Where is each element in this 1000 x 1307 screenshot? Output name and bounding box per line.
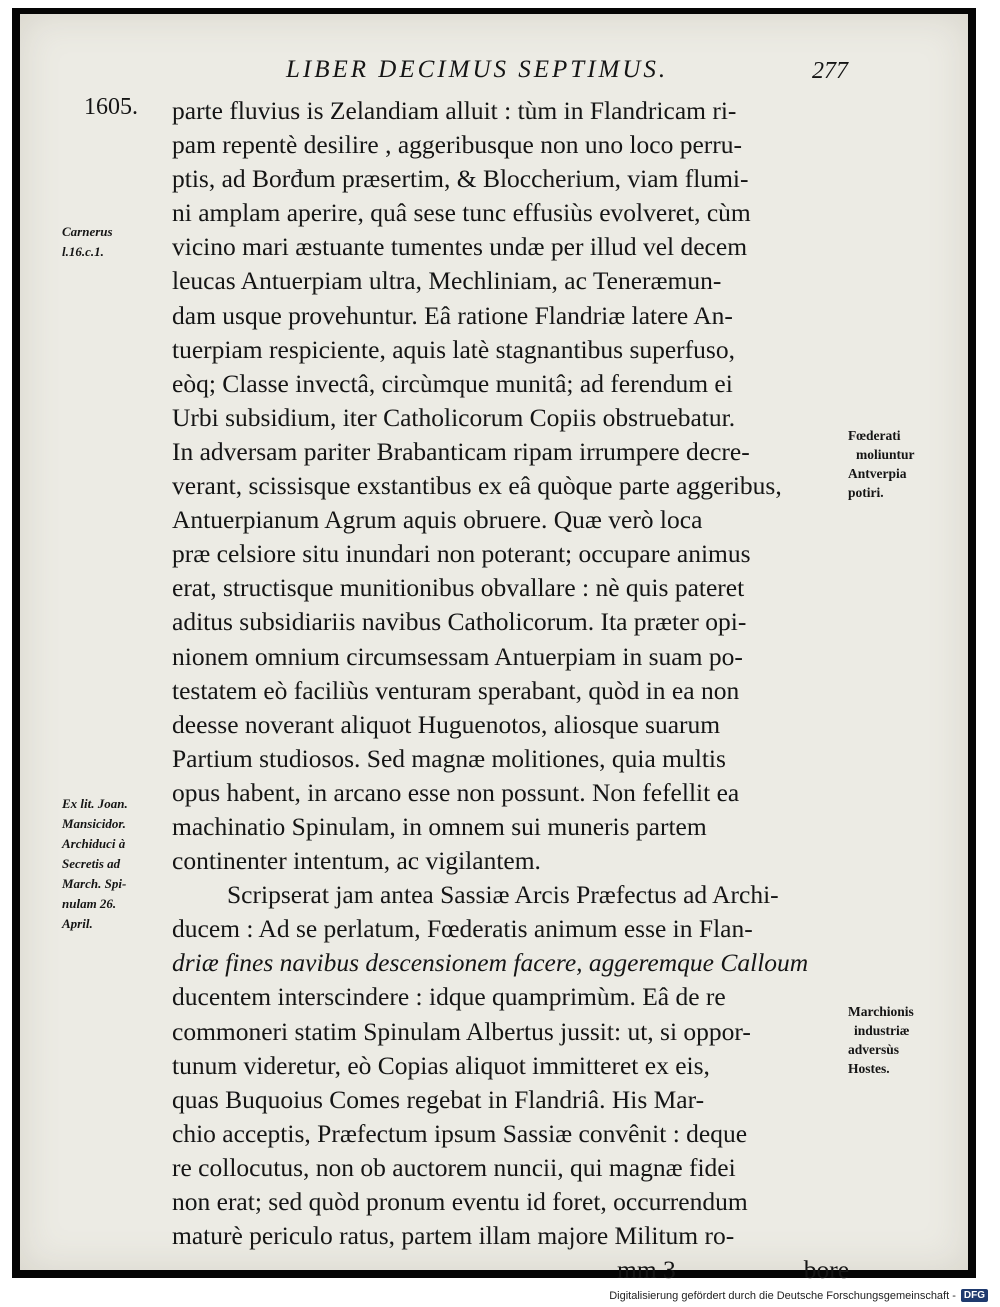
note-line: Mansicidor. — [62, 816, 126, 831]
text-line: ducentem interscindere : idque quamprimùm. Eâ de re — [172, 982, 726, 1012]
note-line: Ex lit. Joan. — [62, 796, 128, 811]
text-line: non erat; sed quòd pronum eventu id foret, occurrendum — [172, 1187, 748, 1216]
dfg-logo-icon: DFG — [961, 1289, 988, 1302]
note-line: Fœderati — [848, 428, 901, 443]
text-line: tuerpiam respiciente, aquis latè stagnantibus superfuso, — [172, 334, 735, 364]
running-head: LIBER DECIMUS SEPTIMUS. — [286, 56, 669, 83]
text-line: testatem eò faciliùs venturam sperabant, quòd in ea non — [172, 675, 740, 705]
note-line: l.16.c.1. — [62, 244, 104, 259]
text-line: In adversam pariter Brabanticam ripam irrumpere decre- — [172, 436, 750, 466]
text-line: nionem omnium circumsessam Antuerpiam in suam po- — [172, 641, 743, 671]
text-line: dam usque provehuntur. Eâ ratione Flandriæ latere An- — [172, 300, 733, 330]
text-line: quas Buquoius Comes regebat in Flandriâ. His Mar- — [172, 1084, 705, 1114]
note-line: Marchionis — [848, 1004, 914, 1019]
catchword: bore — [803, 1255, 850, 1285]
text-line: maturè periculo ratus, partem illam majore Militum ro- — [172, 1221, 735, 1251]
note-line: April. — [62, 916, 93, 931]
text-line: continenter intentum, ac vigilantem. — [172, 846, 541, 876]
text-line: vicino mari æstuante tumentes undæ per illud vel decem — [172, 232, 748, 262]
text-line: parte fluvius is Zelandiam alluit : tùm in Flandricam ri- — [172, 96, 737, 125]
text-line: præ celsiore situ inundari non poterant; occupare animus — [172, 539, 751, 569]
note-line: Secretis ad — [62, 856, 121, 871]
text-line: deesse noverant aliquot Huguenotos, aliosque suarum — [172, 709, 721, 739]
note-line: industriæ — [854, 1023, 910, 1038]
page-number: 277 — [812, 58, 848, 84]
text-line: leucas Antuerpiam ultra, Mechliniam, ac Teneræmun- — [172, 266, 722, 296]
text-line: Urbi subsidium, iter Catholicorum Copiis obstruebatur. — [172, 402, 736, 432]
note-line: Carnerus — [62, 224, 113, 239]
digitization-footer — [609, 1289, 988, 1302]
signature-mark: mm 3 — [617, 1255, 676, 1285]
text-line: ducem : Ad se perlatum, Fœderatis animum esse in Flan- — [172, 914, 753, 944]
margin-year: 1605. — [84, 94, 138, 120]
note-line: moliuntur — [856, 447, 915, 462]
margin-note-left — [62, 222, 113, 262]
note-line: adversùs — [848, 1042, 900, 1057]
text-line: Partium studiosos. Sed magnæ molitiones, quia multis — [172, 743, 726, 773]
text-line: chio acceptis, Præfectum ipsum Sassiæ convênit : deque — [172, 1118, 748, 1148]
text-line: opus habent, in arcano esse non possunt. Non fefellit ea — [172, 777, 740, 807]
note-line: Antverpia — [848, 466, 907, 481]
footer-text: Digitalisierung gefördert durch die Deutsche Forschungsgemeinschaft - — [609, 1289, 956, 1302]
text-line: tunum videretur, eò Copias aliquot immitteret ex eis, — [172, 1050, 710, 1080]
text-line: re collocutus, non ob auctorem nuncii, qui magnæ fidei — [172, 1152, 736, 1182]
text-line: ni amplam aperire, quâ sese tunc effusiùs evolveret, cùm — [172, 198, 751, 228]
text-line: ptis, ad Borđum præsertim, & Bloccherium, viam flumi- — [172, 164, 749, 194]
text-line: commoneri statim Spinulam Albertus jussit: ut, si oppor- — [172, 1016, 751, 1046]
note-line: Archiduci à — [62, 836, 126, 851]
text-line: erat, structisque munitionibus obvallare : nè quis pateret — [172, 573, 745, 603]
text-line: machinatio Spinulam, in omnem sui muneris partem — [172, 811, 707, 841]
text-line: Scripserat jam antea Sassiæ Arcis Præfectus ad Archi- — [227, 880, 779, 910]
text-line: verant, scissisque exstantibus ex eâ quòque parte aggeribus, — [172, 471, 782, 501]
margin-note-right — [848, 426, 915, 502]
body-text — [172, 94, 852, 1287]
text-line: driæ fines navibus descensionem facere, aggeremque Calloum — [172, 948, 809, 978]
note-line: Hostes. — [848, 1061, 890, 1076]
note-line: nulam 26. — [62, 896, 117, 911]
text-line: eòq; Classe invectâ, circùmque munitâ; ad ferendum ei — [172, 368, 733, 398]
margin-note-left — [62, 794, 128, 934]
text-line: aditus subsidiariis navibus Catholicorum. Ita præter opi- — [172, 607, 747, 637]
margin-note-right — [848, 1002, 914, 1078]
note-line: potiri. — [848, 485, 884, 500]
text-line: pam repentè desilire , aggeribusque non uno loco perru- — [172, 130, 743, 160]
catch-line — [172, 1253, 852, 1287]
note-line: March. Spi- — [62, 876, 127, 891]
text-line: Antuerpianum Agrum aquis obruere. Quæ verò loca — [172, 505, 703, 535]
